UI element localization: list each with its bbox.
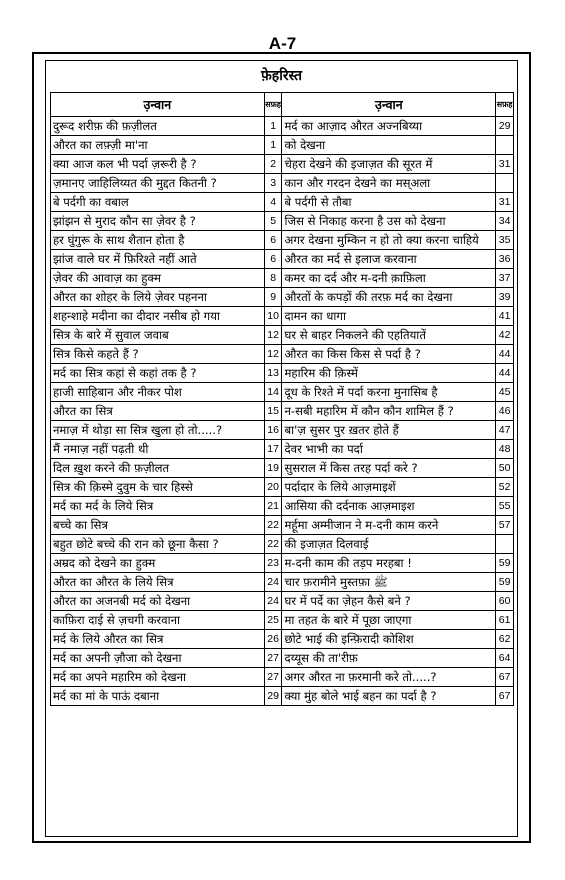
right-entry-page: 62	[496, 630, 514, 649]
right-entry-page: 60	[496, 592, 514, 611]
right-entry-page: 44	[496, 364, 514, 383]
right-entry-title: दामन का धागा	[282, 307, 496, 326]
left-entry-title: सित्र की क़िस्मे दुवुम के चार हिस्से	[51, 478, 265, 497]
right-entry-page: 50	[496, 459, 514, 478]
left-entry-page: 21	[264, 497, 282, 516]
table-row	[51, 592, 514, 611]
table-row	[51, 516, 514, 535]
right-entry-page: 37	[496, 269, 514, 288]
right-entry-page	[496, 535, 514, 554]
table-row	[51, 687, 514, 706]
right-entry-page: 59	[496, 554, 514, 573]
right-entry-page: 64	[496, 649, 514, 668]
table-row	[51, 649, 514, 668]
left-entry-page: 1	[264, 117, 282, 136]
table-row	[51, 364, 514, 383]
table-row	[51, 212, 514, 231]
left-entry-title: दुरूद शरीफ़ की फ़ज़ीलत	[51, 117, 265, 136]
right-entry-page: 34	[496, 212, 514, 231]
left-entry-page: 24	[264, 592, 282, 611]
right-entry-title: जिस से निकाह करना है उस को देखना	[282, 212, 496, 231]
right-entry-title: महारिम की क़िस्में	[282, 364, 496, 383]
right-entry-title: सुसराल में किस तरह पर्दा करे ?	[282, 459, 496, 478]
left-entry-title: बहुत छोटे बच्चे की रान को छूना कैसा ?	[51, 535, 265, 554]
table-row	[51, 611, 514, 630]
left-entry-title: सित्र किसे कहते हैं ?	[51, 345, 265, 364]
right-entry-title: चार फ़रामीने मुस्तफ़ा ﷺ	[282, 573, 496, 592]
right-entry-title: घर में पर्दे का ज़ेहन कैसे बने ?	[282, 592, 496, 611]
left-entry-title: दिल ख़ुश करने की फ़ज़ीलत	[51, 459, 265, 478]
index-heading: फ़ेहरिस्त	[260, 68, 302, 84]
left-entry-page: 22	[264, 516, 282, 535]
right-entry-title: म-दनी काम की तड़प मरहबा !	[282, 554, 496, 573]
table-row	[51, 554, 514, 573]
left-entry-title: सित्र के बारे में सुवाल जवाब	[51, 326, 265, 345]
table-row	[51, 288, 514, 307]
table-row	[51, 421, 514, 440]
right-entry-title: देवर भाभी का पर्दा	[282, 440, 496, 459]
column-header-page: सफ़ह	[264, 93, 282, 117]
right-entry-title: मर्द का आज़ाद औरत अज्नबिय्या	[282, 117, 496, 136]
table-row	[51, 630, 514, 649]
table-row	[51, 440, 514, 459]
left-entry-title: मैं नमाज़ नहीं पढ़ती थी	[51, 440, 265, 459]
table-row	[51, 193, 514, 212]
right-entry-page: 48	[496, 440, 514, 459]
right-entry-page: 47	[496, 421, 514, 440]
right-entry-page: 35	[496, 231, 514, 250]
right-entry-title: की इजाज़त दिलवाई	[282, 535, 496, 554]
table-row	[51, 117, 514, 136]
left-entry-title: औरत का शोहर के लिये ज़ेवर पहनना	[51, 288, 265, 307]
page-number: A-7	[268, 34, 297, 53]
left-entry-title: मर्द के लिये औरत का सित्र	[51, 630, 265, 649]
right-entry-title: बा'ज़ सुसर पुर ख़तर होते हैं	[282, 421, 496, 440]
left-entry-page: 25	[264, 611, 282, 630]
right-entry-page: 42	[496, 326, 514, 345]
left-entry-title: क्या आज कल भी पर्दा ज़रूरी है ?	[51, 155, 265, 174]
left-entry-page: 26	[264, 630, 282, 649]
left-entry-page: 12	[264, 345, 282, 364]
right-entry-page: 45	[496, 383, 514, 402]
left-entry-title: झांज वाले घर में फ़िरिश्ते नहीं आते	[51, 250, 265, 269]
table-row	[51, 535, 514, 554]
table-row	[51, 136, 514, 155]
table-row	[51, 668, 514, 687]
right-entry-title: दय्यूस की ता'रीफ़	[282, 649, 496, 668]
index-table	[50, 92, 514, 706]
left-entry-title: शहन्शाहे मदीना का दीदार नसीब हो गया	[51, 307, 265, 326]
table-row	[51, 497, 514, 516]
right-entry-page: 57	[496, 516, 514, 535]
left-entry-page: 10	[264, 307, 282, 326]
right-entry-title: पर्दादार के लिये आज़माइशें	[282, 478, 496, 497]
left-entry-page: 12	[264, 326, 282, 345]
right-entry-title: औरतों के कपड़ों की तरफ़ मर्द का देखना	[282, 288, 496, 307]
left-entry-page: 16	[264, 421, 282, 440]
left-entry-title: मर्द का सित्र कहां से कहां तक है ?	[51, 364, 265, 383]
table-row	[51, 478, 514, 497]
left-entry-title: मर्द का मां के पाऊं दबाना	[51, 687, 265, 706]
right-entry-page	[496, 174, 514, 193]
right-entry-title: न-सबी महारिम में कौन कौन शामिल हैं ?	[282, 402, 496, 421]
left-entry-page: 4	[264, 193, 282, 212]
left-entry-title: झांझन से मुराद कौन सा ज़ेवर है ?	[51, 212, 265, 231]
table-row	[51, 155, 514, 174]
right-entry-page: 52	[496, 478, 514, 497]
right-entry-title: को देखना	[282, 136, 496, 155]
right-entry-title: दूध के रिश्ते में पर्दा करना मुनासिब है	[282, 383, 496, 402]
left-entry-page: 22	[264, 535, 282, 554]
table-row	[51, 174, 514, 193]
left-entry-page: 24	[264, 573, 282, 592]
left-entry-title: अम्रद को देखने का हुक्म	[51, 554, 265, 573]
left-entry-title: बच्चे का सित्र	[51, 516, 265, 535]
right-entry-title: क्या मुंह बोले भाई बहन का पर्दा है ?	[282, 687, 496, 706]
left-entry-title: ज़मानए जाहिलिय्यत की मुद्दत कितनी ?	[51, 174, 265, 193]
left-entry-page: 13	[264, 364, 282, 383]
right-entry-page	[496, 136, 514, 155]
left-entry-page: 5	[264, 212, 282, 231]
table-row	[51, 459, 514, 478]
right-entry-title: अगर औरत ना फ़रमानी करे तो.....?	[282, 668, 496, 687]
right-entry-page: 44	[496, 345, 514, 364]
table-row	[51, 231, 514, 250]
table-row	[51, 345, 514, 364]
right-entry-page: 61	[496, 611, 514, 630]
right-entry-title: मा तहत के बारे में पूछा जाएगा	[282, 611, 496, 630]
left-entry-page: 3	[264, 174, 282, 193]
left-entry-page: 6	[264, 231, 282, 250]
right-entry-page: 41	[496, 307, 514, 326]
table-header-row	[51, 93, 514, 117]
left-entry-page: 2	[264, 155, 282, 174]
left-entry-title: औरत का अजनबी मर्द को देखना	[51, 592, 265, 611]
table-row	[51, 307, 514, 326]
left-entry-page: 17	[264, 440, 282, 459]
left-entry-page: 27	[264, 649, 282, 668]
right-entry-title: औरत का किस किस से पर्दा है ?	[282, 345, 496, 364]
table-row	[51, 573, 514, 592]
left-entry-page: 9	[264, 288, 282, 307]
left-entry-page: 8	[264, 269, 282, 288]
right-entry-title: घर से बाहर निकलने की एहतियातें	[282, 326, 496, 345]
right-entry-title: आसिया की दर्दनाक आज़माइश	[282, 497, 496, 516]
left-entry-title: औरत का लफ़्ज़ी मा'ना	[51, 136, 265, 155]
left-entry-page: 15	[264, 402, 282, 421]
left-entry-page: 1	[264, 136, 282, 155]
left-entry-title: मर्द का अपने महारिम को देखना	[51, 668, 265, 687]
left-entry-page: 29	[264, 687, 282, 706]
left-entry-title: हाजी साहिबान और नीकर पोश	[51, 383, 265, 402]
left-entry-title: मर्द का अपनी ज़ौजा को देखना	[51, 649, 265, 668]
right-entry-title: छोटे भाई की इन्फ़िरादी कोशिश	[282, 630, 496, 649]
left-entry-page: 19	[264, 459, 282, 478]
table-row	[51, 326, 514, 345]
right-entry-page: 31	[496, 193, 514, 212]
right-entry-page: 39	[496, 288, 514, 307]
right-entry-title: अगर देखना मुम्किन न हो तो क्या करना चाहिये	[282, 231, 496, 250]
right-entry-page: 29	[496, 117, 514, 136]
table-row	[51, 383, 514, 402]
right-entry-page: 46	[496, 402, 514, 421]
right-entry-page: 55	[496, 497, 514, 516]
left-entry-title: हर घुंगुरू के साथ शैतान होता है	[51, 231, 265, 250]
table-row	[51, 269, 514, 288]
right-entry-title: कमर का दर्द और म-दनी क़ाफ़िला	[282, 269, 496, 288]
left-entry-page: 6	[264, 250, 282, 269]
right-entry-page: 67	[496, 687, 514, 706]
right-entry-title: चेहरा देखने की इजाज़त की सूरत में	[282, 155, 496, 174]
left-entry-page: 20	[264, 478, 282, 497]
table-row	[51, 250, 514, 269]
left-entry-page: 27	[264, 668, 282, 687]
right-entry-page: 59	[496, 573, 514, 592]
left-entry-title: मर्द का मर्द के लिये सित्र	[51, 497, 265, 516]
column-header-title: उ़न्वान	[51, 93, 265, 117]
column-header-page: सफ़ह	[496, 93, 514, 117]
left-entry-title: औरत का औरत के लिये सित्र	[51, 573, 265, 592]
table-row	[51, 402, 514, 421]
left-entry-page: 14	[264, 383, 282, 402]
right-entry-page: 67	[496, 668, 514, 687]
right-entry-page: 31	[496, 155, 514, 174]
left-entry-title: नमाज़ में थोड़ा सा सित्र खुला हो तो.....?	[51, 421, 265, 440]
left-entry-title: ज़ेवर की आवाज़ का हुक्म	[51, 269, 265, 288]
right-entry-title: बे पर्दगी से तौबा	[282, 193, 496, 212]
left-entry-title: बे पर्दगी का वबाल	[51, 193, 265, 212]
left-entry-title: काफ़िरा दाई से ज़चगी करवाना	[51, 611, 265, 630]
column-header-title: उ़न्वान	[282, 93, 496, 117]
right-entry-title: कान और गरदन देखने का मस्अला	[282, 174, 496, 193]
right-entry-title: औरत का मर्द से इलाज करवाना	[282, 250, 496, 269]
right-entry-page: 36	[496, 250, 514, 269]
left-entry-page: 23	[264, 554, 282, 573]
left-entry-title: औरत का सित्र	[51, 402, 265, 421]
right-entry-title: मर्हूमा अम्मीजान ने म-दनी काम करने	[282, 516, 496, 535]
